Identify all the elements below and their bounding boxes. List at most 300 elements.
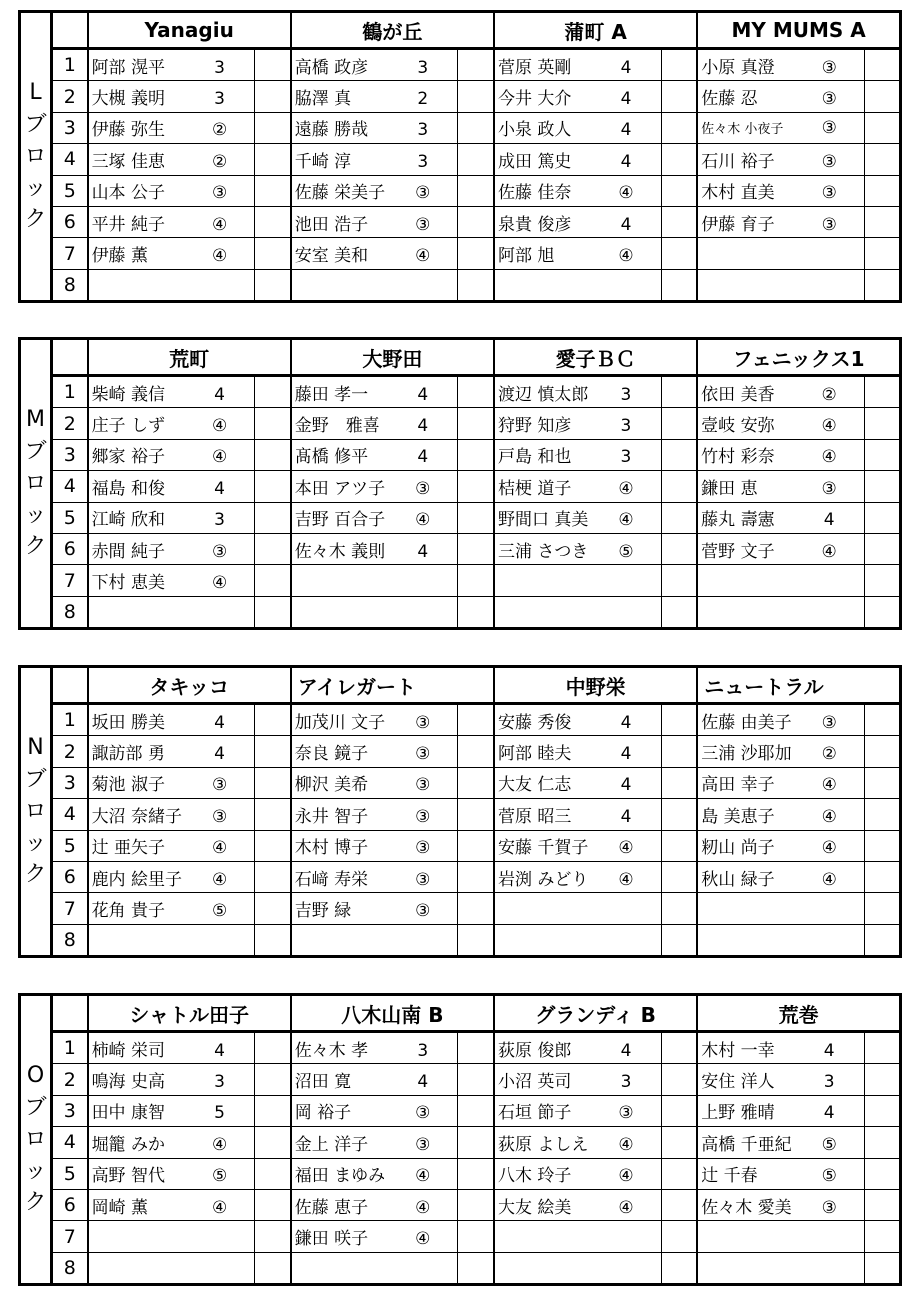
check-cell[interactable]: [661, 799, 697, 830]
player-level: ②: [211, 120, 228, 141]
player-cell: [88, 471, 255, 502]
check-cell[interactable]: [864, 596, 900, 628]
check-cell[interactable]: [458, 269, 494, 301]
player-cell: [697, 924, 864, 956]
player-cell: [494, 596, 661, 628]
check-cell[interactable]: [864, 238, 900, 269]
table-row: [20, 1064, 901, 1095]
check-cell[interactable]: [864, 49, 900, 81]
check-cell[interactable]: [661, 408, 697, 439]
check-cell[interactable]: [864, 376, 900, 408]
player-name: 加茂川 文子: [294, 712, 386, 733]
player-level: ④: [618, 478, 634, 499]
team-name: 荒町: [88, 339, 291, 376]
player-cell: [88, 112, 255, 143]
player-level: 4: [823, 1103, 835, 1124]
check-cell[interactable]: [255, 376, 291, 408]
player-cell: [697, 408, 864, 439]
check-cell[interactable]: [458, 49, 494, 81]
check-cell[interactable]: [458, 408, 494, 439]
player-level: ④: [821, 416, 837, 437]
player-cell: [291, 893, 458, 924]
team-name: 八木山南 B: [291, 995, 494, 1032]
check-cell[interactable]: [864, 704, 900, 736]
block-label: M ブ ロ ッ ク: [20, 339, 52, 629]
check-cell[interactable]: [458, 704, 494, 736]
player-cell: [697, 565, 864, 596]
table-row: [20, 269, 901, 301]
check-cell[interactable]: [458, 861, 494, 892]
player-cell: [88, 439, 255, 470]
check-cell[interactable]: [458, 502, 494, 533]
check-cell[interactable]: [661, 471, 697, 502]
player-name: 泉貴 俊彦: [497, 214, 572, 235]
player-name: 小原 真澄: [701, 57, 775, 78]
player-cell: [494, 1189, 661, 1220]
player-cell: [88, 238, 255, 269]
row-number: 5: [52, 1158, 88, 1189]
player-name: 花角 貴子: [91, 901, 165, 922]
check-cell[interactable]: [458, 830, 494, 861]
check-cell[interactable]: [864, 144, 900, 175]
player-level: 4: [620, 89, 632, 110]
player-level: 3: [620, 416, 632, 437]
check-cell[interactable]: [458, 893, 494, 924]
check-cell[interactable]: [661, 565, 697, 596]
player-level: ④: [211, 214, 228, 235]
player-level: ④: [821, 838, 837, 859]
check-cell[interactable]: [458, 439, 494, 470]
check-cell[interactable]: [864, 1158, 900, 1189]
player-name: 田中 康智: [91, 1103, 165, 1124]
check-cell[interactable]: [255, 144, 291, 175]
check-cell[interactable]: [458, 1032, 494, 1064]
check-cell[interactable]: [458, 206, 494, 237]
player-name: 石川 裕子: [701, 151, 775, 172]
check-cell[interactable]: [864, 1064, 900, 1095]
check-cell[interactable]: [458, 533, 494, 564]
check-cell[interactable]: [661, 1095, 697, 1126]
check-cell[interactable]: [255, 799, 291, 830]
check-cell[interactable]: [864, 269, 900, 301]
check-cell[interactable]: [864, 893, 900, 924]
player-level: 3: [214, 510, 225, 531]
player-level: ③: [415, 214, 431, 235]
player-cell: [88, 565, 255, 596]
player-cell: [88, 175, 255, 206]
check-cell[interactable]: [661, 1032, 697, 1064]
check-cell[interactable]: [458, 736, 494, 767]
player-level: ③: [618, 1103, 634, 1124]
check-cell[interactable]: [661, 893, 697, 924]
check-cell[interactable]: [255, 565, 291, 596]
check-cell[interactable]: [864, 565, 900, 596]
check-cell[interactable]: [661, 238, 697, 269]
row-number: 4: [52, 1127, 88, 1158]
player-cell: [88, 799, 255, 830]
player-name: 池田 浩子: [294, 214, 369, 235]
player-name: 永井 智子: [294, 806, 369, 827]
check-cell[interactable]: [864, 736, 900, 767]
check-cell[interactable]: [255, 175, 291, 206]
check-cell[interactable]: [661, 830, 697, 861]
check-cell[interactable]: [255, 112, 291, 143]
player-cell: [697, 799, 864, 830]
player-name: 伊藤 育子: [701, 214, 775, 235]
player-name: 岡 裕子: [294, 1103, 352, 1124]
player-cell: [291, 1158, 458, 1189]
block-label: L ブ ロ ッ ク: [20, 12, 52, 302]
roster-table: [18, 993, 902, 1286]
check-cell[interactable]: [661, 502, 697, 533]
player-cell: [494, 1158, 661, 1189]
check-cell[interactable]: [458, 596, 494, 628]
player-name: 成田 篤史: [497, 151, 572, 172]
player-name: 小泉 政人: [497, 120, 572, 141]
check-cell[interactable]: [255, 1189, 291, 1220]
check-cell[interactable]: [864, 533, 900, 564]
team-name: タキッコ: [88, 667, 291, 704]
check-cell[interactable]: [255, 408, 291, 439]
player-level: ③: [415, 1134, 431, 1155]
player-name: 三浦 沙耶加: [701, 744, 792, 765]
player-cell: [697, 704, 864, 736]
check-cell[interactable]: [661, 269, 697, 301]
table-row: [20, 81, 901, 112]
player-name: 江崎 欣和: [91, 510, 165, 531]
check-cell[interactable]: [255, 502, 291, 533]
table-row: [20, 112, 901, 143]
check-cell[interactable]: [255, 1064, 291, 1095]
row-number: 7: [52, 238, 88, 269]
check-cell[interactable]: [255, 596, 291, 628]
player-name: 佐藤 由美子: [701, 712, 792, 733]
check-cell[interactable]: [864, 175, 900, 206]
check-cell[interactable]: [661, 1252, 697, 1284]
player-name: 奈良 鏡子: [294, 744, 369, 765]
check-cell[interactable]: [661, 767, 697, 798]
check-cell[interactable]: [255, 533, 291, 564]
player-name: 岩渕 みどり: [498, 869, 589, 890]
check-cell[interactable]: [255, 439, 291, 470]
player-name: 菅野 文子: [701, 541, 775, 562]
check-cell[interactable]: [255, 1095, 291, 1126]
player-name: 籾山 尚子: [701, 838, 775, 859]
player-cell: [88, 767, 255, 798]
check-cell[interactable]: [864, 502, 900, 533]
check-cell[interactable]: [864, 1095, 900, 1126]
player-name: 鎌田 恵: [701, 478, 758, 499]
check-cell[interactable]: [864, 1221, 900, 1252]
player-level: 2: [417, 89, 429, 110]
player-level: 4: [214, 1040, 225, 1061]
player-cell: [697, 1189, 864, 1220]
check-cell[interactable]: [458, 1189, 494, 1220]
player-cell: [291, 1189, 458, 1220]
check-cell[interactable]: [661, 1064, 697, 1095]
check-cell[interactable]: [864, 408, 900, 439]
player-level: 4: [620, 806, 632, 827]
row-number: 1: [52, 1032, 88, 1064]
check-cell[interactable]: [458, 1252, 494, 1284]
player-name: 竹村 彩奈: [701, 447, 775, 468]
player-name: 高橋 千亜紀: [701, 1134, 792, 1155]
player-level: ④: [821, 806, 837, 827]
player-name: 菊池 淑子: [91, 775, 165, 796]
check-cell[interactable]: [458, 112, 494, 143]
player-cell: [697, 1095, 864, 1126]
check-cell[interactable]: [864, 830, 900, 861]
check-cell[interactable]: [255, 924, 291, 956]
player-name: 髙橋 修平: [294, 447, 369, 468]
check-cell[interactable]: [864, 81, 900, 112]
player-name: 庄子 しず: [91, 416, 165, 437]
check-cell[interactable]: [661, 1127, 697, 1158]
player-cell: [697, 144, 864, 175]
check-cell[interactable]: [661, 376, 697, 408]
player-name: 三浦 さつき: [497, 541, 589, 562]
check-cell[interactable]: [458, 238, 494, 269]
player-cell: [494, 1064, 661, 1095]
player-name: 山本 公子: [91, 183, 165, 204]
check-cell[interactable]: [661, 533, 697, 564]
player-cell: [494, 144, 661, 175]
player-level: ③: [415, 478, 431, 499]
check-cell[interactable]: [255, 861, 291, 892]
check-cell[interactable]: [458, 1221, 494, 1252]
check-cell[interactable]: [458, 799, 494, 830]
check-cell[interactable]: [661, 704, 697, 736]
player-cell: [291, 471, 458, 502]
check-cell[interactable]: [458, 924, 494, 956]
player-level: ④: [415, 246, 431, 267]
check-cell[interactable]: [255, 206, 291, 237]
check-cell[interactable]: [255, 1221, 291, 1252]
player-cell: [494, 502, 661, 533]
player-cell: [494, 799, 661, 830]
player-cell: [88, 596, 255, 628]
check-cell[interactable]: [661, 49, 697, 81]
row-number: 3: [52, 767, 88, 798]
player-name: 高田 幸子: [701, 775, 775, 796]
table-row: [20, 736, 901, 767]
check-cell[interactable]: [458, 1158, 494, 1189]
player-level: ④: [415, 1166, 431, 1187]
player-cell: [88, 1158, 255, 1189]
player-level: ③: [821, 89, 837, 110]
check-cell[interactable]: [864, 471, 900, 502]
player-level: ③: [211, 183, 228, 204]
player-cell: [697, 175, 864, 206]
check-cell[interactable]: [864, 1252, 900, 1284]
player-level: 3: [417, 1040, 429, 1061]
check-cell[interactable]: [661, 1221, 697, 1252]
player-cell: [291, 736, 458, 767]
check-cell[interactable]: [661, 924, 697, 956]
row-number: 7: [52, 565, 88, 596]
check-cell[interactable]: [255, 704, 291, 736]
check-cell[interactable]: [255, 49, 291, 81]
player-level: ④: [415, 510, 431, 531]
player-name: 脇澤 真: [294, 89, 352, 110]
check-cell[interactable]: [661, 861, 697, 892]
player-name: 佐々木 小夜子: [701, 121, 784, 137]
team-name: シャトル田子: [88, 995, 291, 1032]
player-level: ③: [821, 183, 837, 204]
check-cell[interactable]: [255, 1158, 291, 1189]
table-row: [20, 1095, 901, 1126]
player-level: 3: [214, 57, 225, 78]
check-cell[interactable]: [661, 439, 697, 470]
player-name: 大槻 義明: [91, 89, 165, 110]
check-cell[interactable]: [661, 112, 697, 143]
check-cell[interactable]: [864, 206, 900, 237]
player-name: 柴崎 義信: [91, 384, 165, 405]
row-number: 8: [52, 924, 88, 956]
player-cell: [291, 924, 458, 956]
player-level: ④: [211, 1134, 228, 1155]
check-cell[interactable]: [255, 81, 291, 112]
table-row: [20, 238, 901, 269]
player-level: 4: [214, 384, 225, 405]
player-name: 桔梗 道子: [497, 478, 572, 499]
player-cell: [494, 49, 661, 81]
check-cell[interactable]: [458, 767, 494, 798]
check-cell[interactable]: [458, 471, 494, 502]
check-cell[interactable]: [458, 175, 494, 206]
check-cell[interactable]: [864, 861, 900, 892]
player-cell: [291, 1064, 458, 1095]
check-cell[interactable]: [661, 1158, 697, 1189]
player-cell: [88, 1252, 255, 1284]
check-cell[interactable]: [864, 767, 900, 798]
player-cell: [88, 704, 255, 736]
player-name: 佐藤 栄美子: [294, 183, 386, 204]
player-level: ③: [211, 806, 228, 827]
player-name: 阿部 睦夫: [498, 744, 572, 765]
player-level: ⑤: [211, 1166, 228, 1187]
player-cell: [291, 439, 458, 470]
player-level: ④: [415, 1197, 431, 1218]
block-1: [18, 337, 902, 630]
player-cell: [291, 238, 458, 269]
check-cell[interactable]: [458, 1095, 494, 1126]
player-level: ④: [211, 447, 228, 468]
player-level: 4: [620, 57, 632, 78]
table-row: [20, 1252, 901, 1284]
check-cell[interactable]: [255, 1252, 291, 1284]
table-row: [20, 502, 901, 533]
check-cell[interactable]: [255, 736, 291, 767]
check-cell[interactable]: [661, 81, 697, 112]
player-name: 金野 雅喜: [294, 416, 380, 437]
player-level: 4: [214, 478, 225, 499]
team-name: MY MUMS A: [697, 12, 900, 49]
check-cell[interactable]: [458, 144, 494, 175]
row-number: 8: [52, 269, 88, 301]
player-level: ④: [821, 775, 837, 796]
player-cell: [697, 206, 864, 237]
player-cell: [697, 112, 864, 143]
check-cell[interactable]: [255, 471, 291, 502]
player-name: 大友 仁志: [498, 775, 572, 796]
player-level: ③: [415, 183, 431, 204]
player-level: 3: [620, 447, 632, 468]
player-name: 藤田 孝一: [294, 384, 369, 405]
player-name: 菅原 英剛: [497, 57, 572, 78]
table-row: [20, 533, 901, 564]
player-cell: [291, 565, 458, 596]
player-level: ⑤: [211, 901, 228, 922]
check-cell[interactable]: [661, 736, 697, 767]
check-cell[interactable]: [255, 238, 291, 269]
check-cell[interactable]: [864, 799, 900, 830]
table-row: [20, 767, 901, 798]
player-level: 4: [417, 541, 429, 562]
check-cell[interactable]: [255, 1127, 291, 1158]
check-cell[interactable]: [661, 1189, 697, 1220]
check-cell[interactable]: [458, 1127, 494, 1158]
check-cell[interactable]: [864, 112, 900, 143]
roster-table: [18, 337, 902, 630]
player-name: 柳沢 美希: [294, 775, 369, 796]
player-name: 渡辺 慎太郎: [497, 384, 589, 405]
player-cell: [697, 471, 864, 502]
check-cell[interactable]: [255, 269, 291, 301]
player-name: 沼田 寛: [294, 1072, 352, 1093]
check-cell[interactable]: [458, 81, 494, 112]
player-level: 4: [620, 151, 632, 172]
check-cell[interactable]: [864, 924, 900, 956]
check-cell[interactable]: [864, 1189, 900, 1220]
row-number: 7: [52, 893, 88, 924]
player-cell: [494, 704, 661, 736]
check-cell[interactable]: [255, 830, 291, 861]
check-cell[interactable]: [458, 376, 494, 408]
player-cell: [291, 144, 458, 175]
player-name: 赤間 純子: [91, 541, 165, 562]
check-cell[interactable]: [864, 1127, 900, 1158]
player-level: ④: [821, 447, 837, 468]
player-cell: [494, 408, 661, 439]
player-cell: [697, 81, 864, 112]
check-cell[interactable]: [864, 1032, 900, 1064]
team-name: Yanagiu: [88, 12, 291, 49]
player-name: 堀籠 みか: [91, 1134, 165, 1155]
check-cell[interactable]: [458, 565, 494, 596]
check-cell[interactable]: [255, 767, 291, 798]
player-name: 島 美恵子: [701, 806, 775, 827]
player-cell: [697, 533, 864, 564]
check-cell[interactable]: [661, 206, 697, 237]
check-cell[interactable]: [458, 1064, 494, 1095]
player-level: 4: [823, 1040, 835, 1061]
check-cell[interactable]: [661, 175, 697, 206]
block-label: N ブ ロ ッ ク: [20, 667, 52, 957]
check-cell[interactable]: [255, 893, 291, 924]
check-cell[interactable]: [661, 596, 697, 628]
player-level: ③: [821, 151, 837, 172]
team-name: 中野栄: [494, 667, 697, 704]
row-number: 3: [52, 1095, 88, 1126]
row-number: 6: [52, 533, 88, 564]
check-cell[interactable]: [661, 144, 697, 175]
player-cell: [494, 112, 661, 143]
table-row: [20, 565, 901, 596]
check-cell[interactable]: [255, 1032, 291, 1064]
corner-cell: [52, 12, 88, 49]
check-cell[interactable]: [864, 439, 900, 470]
